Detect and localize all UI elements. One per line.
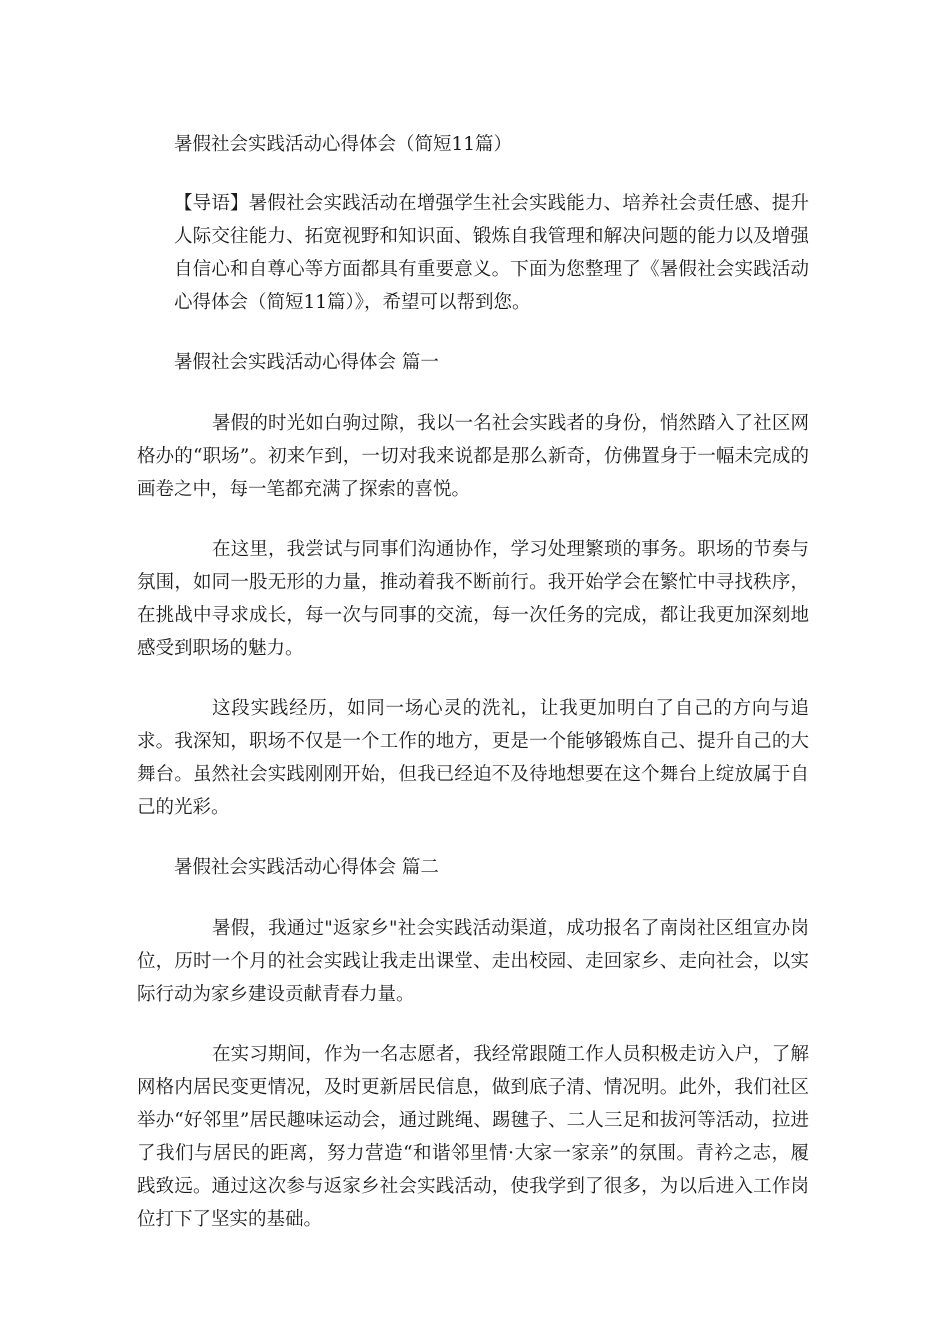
section-heading-2: 暑假社会实践活动心得体会 篇二: [174, 857, 439, 878]
intro-paragraph: 【导语】暑假社会实践活动在增强学生社会实践能力、培养社会责任感、提升人际交往能力、拓宽视野和知识面、锻炼自我管理和解决问题的能力以及增强自信心和自尊心等方面都具有重要意义。下面为您整理了《暑假社会实践活动心得体会（简短11篇）》，希望可以帮到您。: [174, 193, 809, 313]
document-title: 暑假社会实践活动心得体会（简短11篇）: [174, 134, 513, 155]
section-2-paragraph-1: 暑假，我通过"返家乡"社会实践活动渠道，成功报名了南岗社区组宣办岗位，历时一个月的社会实践让我走出课堂、走出校园、走回家乡、走向社会，以实际行动为家乡建设贡献青春力量。: [137, 918, 809, 1005]
section-1-paragraph-2: 在这里，我尝试与同事们沟通协作，学习处理繁琐的事务。职场的节奏与氛围，如同一股无形的力量，推动着我不断前行。我开始学会在繁忙中寻找秩序，在挑战中寻求成长，每一次与同事的交流，每一次任务的完成，都让我更加深刻地感受到职场的魅力。: [137, 539, 809, 659]
section-2-paragraph-2: 在实习期间，作为一名志愿者，我经常跟随工作人员积极走访入户，了解网格内居民变更情况，及时更新居民信息，做到底子清、情况明。此外，我们社区举办“好邻里”居民趣味运动会，通过跳绳、踢毽子、二人三足和拔河等活动，拉进了我们与居民的距离，努力营造“和谐邻里情·大家一家亲”的氛围。青衿之志，履践致远。通过这次参与返家乡社会实践活动，使我学到了很多，为以后进入工作岗位打下了坚实的基础。: [137, 1044, 809, 1230]
section-heading-1: 暑假社会实践活动心得体会 篇一: [174, 352, 439, 373]
section-1-paragraph-1: 暑假的时光如白驹过隙，我以一名社会实践者的身份，悄然踏入了社区网格办的“职场”。初来乍到，一切对我来说都是那么新奇，仿佛置身于一幅未完成的画卷之中，每一笔都充满了探索的喜悦。: [137, 413, 809, 500]
document-body: [137, 128, 809, 1236]
section-1-paragraph-3: 这段实践经历，如同一场心灵的洗礼，让我更加明白了自己的方向与追求。我深知，职场不仅是一个工作的地方，更是一个能够锻炼自己、提升自己的大舞台。虽然社会实践刚刚开始，但我已经迫不及待地想要在这个舞台上绽放属于自己的光彩。: [137, 698, 809, 818]
